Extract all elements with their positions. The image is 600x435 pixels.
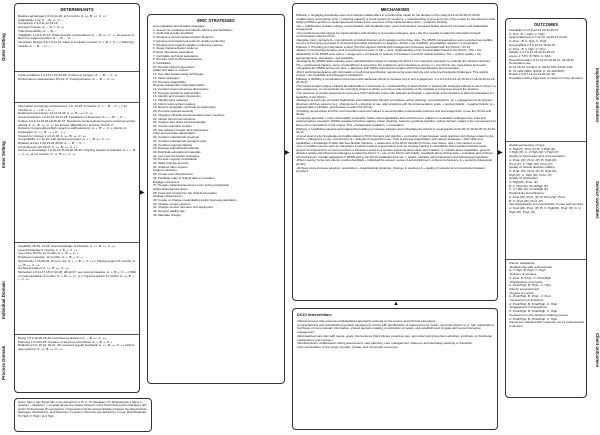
outcomes-implementation-text: Feasibility 2,3,6,9,12,13,20-32,36,37 A: Proc. B: + high, C: High Appropriateness 3,7,12,13, 14,20,21,24,26 A: Proc., B: V. high, C: High Acceptability 2,3,6,12-14,16,20-32 A: Proc., B: V high, C: Proc. Fidelity 1-3,7,8,12,15,16,24,26,29 score: A: 57%, B: 58%, C: 64% Dose/Penetration 6,11,13,14,18,20,21, 24,25,43 Penetration rate (6-12-16-24 months): A: 30/16-70%-12/44-7/30, B: 73-12/8-100% (12/26: C: 21-100-90%) Reach 1-3,5,7,13-14,16,20-29, 43: Population with a high level of needs in many domains [509,28,583,81]
label-process-domain: Process Domain [1,345,6,381]
label-implementation-outcomes: Implementation outcomes [595,67,600,123]
strategies-title: ERIC STRATEGIES [197,18,235,23]
strategies-box [147,14,285,384]
determinants-inner-b-text: Information technology infrastructure 7-9, 24,25; 6 months: A: + --, B: -- C: + // 12 months: A: + -- + B: + C: + Relational connections 13,14,15,20: A: +/- B: ++/- C: ++ Communications 1,8,12,14-15,21-24; Feedback on document: A: + --, B: --, C: -- Culture 1,8,9,14,16,18,19,20,26,37: Recipients Centeredness/ person centered service valued: A: ++, B: ++, C: ++ but access difficulties for services (A & B, C Deliverer Centeredness/high regard to staff autonomy: A: +, B: --, C: + priority on exploration: A: + +, B: - + + C: - + + Tension for change 1,14,16,18: A: ++, B: ++, C: ++ Compatibility 1,7,12,23: with shared processes: A: + --, B: ++, C: ++ Relative priority 1,20,23,24,39-40: A: --, B: --, C: -- Commitment 2,26,35,37: A: ++, B: ++, C: ++ Access to knowledge 7,8,10,14-15,19-20,26-30: Ongoing support at baseline: A: + --, B: --, C: ++; at six months: A: ++, B: ++, C: ++ [18,104,137,157]
outcomes-box [505,18,587,398]
label-individual-domain: Individual Domain [1,281,6,319]
divider [15,102,140,103]
divider [15,334,140,335]
dcci-title: DCCI intervention: [297,312,333,317]
divider [506,259,587,260]
outcomes-client-text: Clients' satisfaction -Relationship with professionals A: V High, B: High, C: High -Delivery of services A: Prod, B: Prod., C: Prod/High -Organization of services A: Prod/High, B: Prod., C: High Clients' empowerment -Degree of control A: Prod/High, B: Prod., C: Mod -Involvement in decisions A: Prod/High, B: Prod/High, C: High -Engagement in interactions A: Prod/High, B: Prod/High, C: High Involvement in the decision-making process A: Prod/High, B: Prod/High, C: High Clients are satisfied with computer use by professionals in all sites. [509,261,585,328]
mechanisms-text: Pathway 1. Engaging knowledge users and relevant stakeholders in a partnership model for the duration of the study 8-14-22-33-26-37-39-40 -Collaborative Governance (CG) + collective capacity & social support of members, + understanding of pros and cons of the project by site directors while helping MSSS members to understand local culture & the resources of the implementation sites, + proactive thinking. -CG + collaborative problem solving, communication with feedback loops, good commitment, increased beliefs about the innovation and stakeholder engagement. -CG provided external support for implementation with sharing of successful strategies, and + the time needed to adapt the innovation through communication with the DCCI. -Mandate, fund, contracts & + commitments of clinical directors and managers at the three sites. The MSSS representatives were perceived as credible sources & incentives promoted & reinforced favourable behaviours to adoption. All this + the feasibility, acceptability, adoption, & penetration. Pathway 2. Providing an information system (IS) that supports clinical and management processes associated with the DCCIs 7-11-13 -Based on incremental, iterative work & involvement of users, it will + users' understanding of key functionalities linked to the DCCIs. This + the adaptability of the RSIPA suite with a + design and + complexity to achieve a fit between it and the clinical workflow. The + system quality + the appropriateness, acceptance, and feasibility. -Reshaping the RSIPA while retaining some standardization helped to maintain the DCCI's core elements necessary to evaluate the clinical outcomes. The + professional training, sense of self-efficacy & gave them the confidence and motivation to pursue. It + the DCCIs use, penetration and reach. -Integrating the RSIPA across the sites, + alignment with MSSS performance targets which favoured adoption and penetration. -DCCI technical assistance with information on technical specification requirements supported site and solved technological challenges. This quickly service + the feasibility and subsequent satisfaction. Pathway 3. Building a coordinated environment with deliberate efforts to increase buy-in and engagement. 1-2-3-4-5-6-8-13-14-15-16-17-18-19-20-21-24-25-26-37 -Pre-implementation phase included all stakeholders in discussion & + understanding of determinants. It helped plan strategies tailored to each context, to raise awareness, to communicate the upcoming project to obtain a common understanding of the mandate & consensus around the decision. -The presence of positive antecedents and some DCCI attributes in line with attitudes and beliefs + opportunity and motivation of directors/managers & + feasibility of the DCCIs. -Managers at each site promoted stakeholder interrelationships through committees, action planning, communications, for + engagement of all relevant directions with key persons (e.g., champions) & + intention to use, align practices with the implementation goals, + positive beliefs, - negative beliefs, to + professionals' motivation, and decision to adopt the DCCIs. -Providing opportunities and the most important resources helped to accommodate professionals practices and encourage them to use the DCCIs with fidelity. -A stepwise approach + early observability of benefits, beliefs about capabilities and reinforcement. Addition of evaluative strategies from sites and external parties (research, MSSS) sustained decision-making, action planning, helped to graduate activities, reduce barriers, adapt to the unexpected and keep a firm commitment to the project. This + behavioural regulation, + penetration. Pathway 4. Facilitating capacity and relationship building to increase adoption and embedding the DCCIs in usual practice 8-10-26-27-28-29-30-31-32-33-34-36 -A good level of prior knowledge and skills related to DCCI concepts and practice + perception of gap between usual practices and change related to the DCCIs + willingness to use, commitment, & + attitudes through DCCI use. Train & educate stakeholders with various strategies + their skills and capabilities + knowledge & skills with less familiar practices, + awareness of the DCCI benefits for home care clients, and + commitment to use. -Use of credible sources such as champions & opinion leaders & approaches such as ongoing training & consultation that provided practical social support and instructions on how to perform a behaviour acted as a positive signal via observation and imitation. It + beliefs about capabilities, general attitudes beliefs and influenced colleagues to adopt the DCCI. It + use of the DCCIs with fidelity. Feedback about clinical data + motivation and reinforce their behaviours. Parallel adaptation in RSIPA and to the DCCIs facilitated their use, + beliefs, attitudes about behaviours and behavioural regulation. -When meeting home care clients, positive feedback + individual the esteem, sense of accomplishment, reinforce behaviours, & + social & professional identity. -All these steps increase adoption, penetration + organizational dynamics, changes in practices & + quality of networks & communication between providers. [296,13,496,174]
label-client-outcomes: Client outcomes [595,332,600,368]
strategies-list: Use evaluative and iterative strategies 1. Assess for readiness and identify barriers and facilitators 2. Audit and provide feedback 3. Develop a formal implementation blueprint 4. Develop and implement tools for quality monitoring 5. Develop and organize quality monitoring systems 6. Stage implementation scale up Provide interactive assistance 7. Centralize technical assistance 8. Provide local technical assistance 9. Facilitation 10. Provide clinical supervision Adapt and tailor to context 11. Use data warehousing techniques 12. Tailor strategies 13. Promote adaptability Develop stakeholder interrelationships 14. Conduct local consensus discussions 15. Develop academic partnerships 16. Identify and prepare champions 17. Identify early adopters 18. Inform local opinion leaders 19. Recruit, designate, and train for leadership 20. Promote network weaving 21. Organize clinician implementation team meetings 22. Obtain formal commitments 23. Capture and share local knowledge 24. Involve executive boards 25. Use advisory boards and workgroups Train and educate stakeholders 26. Conduct educational meetings 27. Conduct educational outreach visits 28. Conduct ongoing training 29. Develop educational materials 30. Distribute educational materials 31. Use train-the-trainer strategies 32. Provide ongoing consultation 33. Make training dynamic 34. Shadow other experts Support clinicians 35. Create new clinical teams 36. Facilitate relay of clinical data to providers Engage consumers 37. Prepare patients/consumers to be active participants Utilize financial incentives 38. Fund and contract for the clinical innovation Change infrastructure 39. Create or change credentialing and/or licensure standards 40. Change record systems 41. Change service structure and equipment 42. Develop liability law 43. Mandate change [153,24,237,217]
determinants-title: DETERMINANTS [60,7,94,12]
arrow-right-icon: ▶ [140,190,145,196]
determinants-process-text: Doing 7,8,9,18-25,39-40: launched as planned: A: --, B: ++, C: ++ Planning 1,2-9,20-25: Creation of steering committees: A: +, B: +, C: + Reflecting 2-5, 16,19, 20-21, 35: received regular feedback: A: ++, B: ++, C: ++ held to give opinions: A: ++, B: ++, C: ++ [18,336,135,352]
determinants-outer-text: Relative advantage 1,5,10,14,16; at 6 months: A: ++, B: +=, C: += Adaptability 1,12: A: -, B: ++, C: + Complexity 1,3,8,11,12,14,16 General Process: A: --, B: =, C: ++ Trial observability: A: --, B: -- Trialability 1,2,6,9,12,13: Professionals' overburdened: A: --, B: ++, C: ++ No access to DCCI for external parties: A: --, B: --, C: -- Innovation Design 4,5,7,9,13,14: Clear & complete content: A: +, B: +, C: + // Planning module: A: --, B: --, C: -- [18,14,135,48]
outcomes-title: OUTCOMES [533,22,559,27]
label-service-outcomes: Service outcomes [595,181,600,219]
dcci-box [292,308,498,430]
arrow-right-icon: ▶ [285,150,290,156]
mechanisms-title: MECHANISMS [380,7,410,12]
notes-text: Notes: Site A, Site B and Site C are denoted by A, B, C. H= Managers, P= Professionals // Signs (+ positive), - (negative), = (neutral) denote the relative influence of the Determinants from Managers (W) and/or Professionals (P) perceptions // Superscript number denote linkages between the Determinants, Strategies, Mechanisms, and Outcomes // Levels in Outcomes are defined by: L=Low, Mod=Moderate, H= High, V. High= Very High. [18,400,149,418]
dcci-text: Clinical process that promotes individualized approach centered on the person and informal caregivers. Comprehensive and standardized geriatric assessment (CGA) with identification of preferences for needs, and risks factors (e.g., fall, malnutrition). Synthesis of more relevant information, shared decision-making, prioritization of needs, and establishment of goals with person/caregiver engagement. Individualized care plan with needs, goals, interventions that includes proactive care, promotion and prevention activities; emphasis on functional maintenance and recovery. Interdisciplinary collaboration during assessment, care planning, care management, follow-up and discharge planning or transition. Care coordination of the range of public, private, and community resources. [297,319,495,349]
determinants-box [14,3,140,393]
arrow-up-icon: ▲ [393,301,399,307]
label-inner-setting: Inner Setting [1,141,6,169]
determinants-individual-text: Capability 26-29, 31-32: level knowledge of baseline: A: ++, B: ++, C: ++ Level knowledge 6 months: A: +, B: +, C: ++ Use of the DCCIs 12 months: A: +, B: +, C: + Employee expertise: 12 months: A: +, B: +, C: + Opportunity 1,16,28-32: Time to use: A: +, +, B: +, C: ++ // Clinical support 6 months: A: ++, B: ++, C: ++ Technical support: A: ++, B: ++, C: ++ Motivation 2,6,11,17,18,17,16,25, 28-32,37: see tools at baseline: A: +, B: +, C: + // Mild or implementation 6 months: A: +, B: ++, C: ++ // Implementation 6 months: A: ++, B: + +, C: ++ [18,244,136,282]
notes-box [14,398,152,432]
label-outer-setting: Outer Setting [1,33,6,61]
divider [15,242,140,243]
outcomes-service-text: Global perspective of care A: High(V), Pr/vi, (F) B: V High (R), V High (P): C: V High (R), V High (P) Quality of information and communication A: Prod. (W), Prod. (P): B: High (R), Prod. (F): C: High (W), Prod. (P) Quality of clinical decision-making A: Prod. (W), Prod. (P): B: High (R), High (P): C: High (W), Prod. (P) Quality of information A: High(W), Prod. (P) B: V: High (R), Prod/High (P) C: V: High (R), Prod/High (P) Productivity and efficiency A: Prod.(W), Prod. (P): B: Prod.(W), Prod. B, C: Prod.(W), Prod. (P) Interdisciplinarity and coordination of care and services A: Prod (W), Prod. (P): B: V: High(W), Prod. (P): C: V. High (W), Prod. (P) [509,143,584,214]
determinants-inner-a-text: Local conditions 1,4,14,17,20,24-29: Context of mergers: A: --, B: --, C: ++ Performance measurement 8,9,16-17: Fears/pressure: A: --, B: --, C: ++ [18,73,118,81]
divider [506,141,587,142]
arrow-right-icon: ▶ [498,150,503,156]
divider [15,71,140,72]
mechanisms-box [292,3,498,301]
